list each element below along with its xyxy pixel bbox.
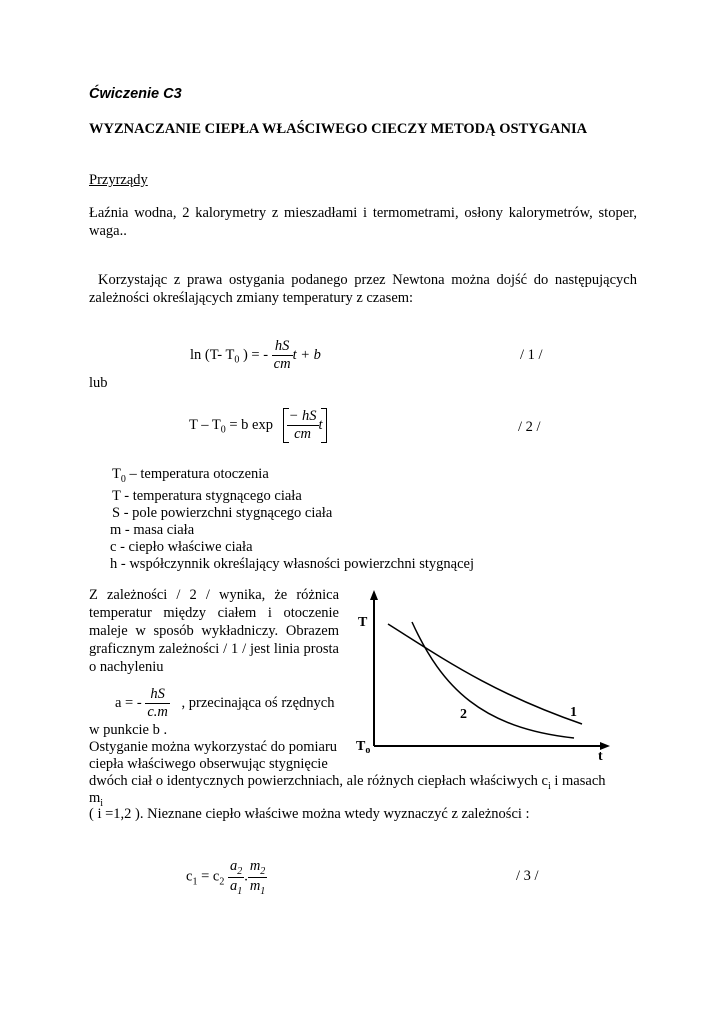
curve-2-label: 2 bbox=[460, 707, 467, 722]
eq3-den-m bbox=[248, 877, 267, 897]
eq2-bracket bbox=[283, 408, 327, 443]
eq1-lhs-end: ) = - bbox=[239, 346, 269, 363]
eq3-lhs-sub: 1 bbox=[192, 876, 198, 888]
eq3-num-m bbox=[248, 858, 267, 877]
legend-symbol: T bbox=[112, 466, 121, 482]
legend-item bbox=[110, 539, 474, 556]
eq3-mid: = c bbox=[197, 868, 220, 885]
eq3-fraction-m bbox=[248, 858, 267, 897]
legend-item bbox=[110, 522, 474, 539]
eq1-denominator: cm bbox=[273, 356, 291, 372]
eq2-lhs-end: = b exp bbox=[225, 416, 273, 433]
use-line-3-end: i masach bbox=[550, 773, 606, 789]
slope-tail: , przecinająca oś rzędnych bbox=[181, 694, 335, 711]
point-line: w punkcie b . bbox=[89, 722, 168, 738]
legend-item bbox=[110, 488, 474, 505]
curve-1 bbox=[388, 624, 582, 724]
description-paragraph: Z zależności / 2 / wynika, że różnica temperatur między ciałem i otoczenie maleje w sposób wykładniczy. Obrazem graficznym zależności / 1 / jest linia prosta o nachyleniu bbox=[89, 587, 339, 675]
eq3-num2-sub: 2 bbox=[260, 865, 266, 877]
eq3-num1: a bbox=[229, 858, 238, 874]
use-line-3 bbox=[89, 773, 606, 792]
use-line-1: Ostyganie można wykorzystać do pomiaru bbox=[89, 739, 338, 755]
eq2-fraction bbox=[287, 408, 319, 443]
equipment-paragraph: Łaźnia wodna, 2 kalorymetry z mieszadłami i termometrami, osłony kalorymetrów, stoper, waga.. bbox=[89, 205, 637, 239]
baseline-label-main: T bbox=[356, 739, 366, 754]
legend-symbol: S bbox=[112, 504, 121, 521]
legend-item bbox=[110, 505, 474, 522]
eq3-num1-sub: 2 bbox=[237, 865, 243, 877]
legend-item bbox=[110, 556, 474, 573]
eq1-lhs: ln (T- T bbox=[190, 346, 235, 363]
eq3-mid-sub: 2 bbox=[219, 876, 225, 888]
eq2-sub: 0 bbox=[220, 424, 226, 436]
baseline-label bbox=[356, 739, 370, 756]
legend-text: - ciepło właściwe ciała bbox=[116, 538, 253, 555]
use-line-4-text: m bbox=[89, 790, 101, 806]
legend-text: - masa ciała bbox=[121, 521, 195, 538]
page-heading: WYZNACZANIE CIEPŁA WŁAŚCIWEGO CIECZY METODĄ OSTYGANIA bbox=[89, 121, 588, 137]
equation-1-number: / 1 / bbox=[520, 347, 543, 363]
use-line-3-sub: i bbox=[547, 780, 551, 792]
eq1-fraction bbox=[272, 338, 293, 373]
y-axis-arrow bbox=[370, 590, 378, 600]
legend-item bbox=[110, 466, 474, 488]
eq3-num-a bbox=[228, 858, 244, 877]
eq2-tail: t bbox=[318, 416, 323, 433]
equation-3-number: / 3 / bbox=[516, 868, 539, 884]
eq3-den-a bbox=[228, 877, 244, 897]
equation-1 bbox=[190, 338, 321, 373]
or-word: lub bbox=[89, 375, 108, 391]
eq1-tail: t + b bbox=[292, 346, 321, 363]
intro-paragraph: Korzystając z prawa ostygania podanego przez Newtona można dojść do następujących zależności określających zmiany temperatury z czasem: bbox=[89, 272, 637, 306]
legend-symbol: h bbox=[110, 555, 118, 572]
section-title-equipment: Przyrządy bbox=[89, 172, 148, 188]
equation-2-number: / 2 / bbox=[518, 419, 541, 435]
y-axis-label: T bbox=[358, 615, 368, 630]
eq3-num2: m bbox=[249, 858, 261, 874]
eq1-sub: 0 bbox=[234, 354, 240, 366]
eq2-lhs: T – T bbox=[189, 416, 221, 433]
slope-denominator: c.m bbox=[147, 704, 168, 720]
eq3-fraction-a bbox=[228, 858, 244, 897]
use-line-2: ciepła właściwego obserwując stygnięcie bbox=[89, 756, 328, 772]
use-line-4-sub: i bbox=[100, 797, 104, 809]
eq3-den1: a bbox=[229, 877, 238, 894]
eq2-denominator: cm bbox=[287, 425, 319, 443]
eq3-den2-sub: 1 bbox=[260, 885, 266, 897]
exercise-title: Ćwiczenie C3 bbox=[89, 86, 182, 102]
symbol-legend bbox=[110, 466, 474, 573]
legend-symbol: c bbox=[110, 538, 117, 555]
slope-lhs: a = - bbox=[115, 694, 142, 711]
slope-fraction bbox=[145, 686, 170, 721]
eq3-lhs: c bbox=[186, 868, 193, 885]
x-axis-label: t bbox=[598, 749, 603, 764]
equation-3: $c_1 = c_2$ $\frac{a_2}{a_1}$ . $\frac{m_2}{m_1}$ bbox=[186, 858, 266, 897]
legend-text: – temperatura otoczenia bbox=[125, 466, 269, 482]
eq1-numerator: hS bbox=[274, 338, 290, 354]
legend-text: - współczynnik określający własności powierzchni stygnącej bbox=[117, 555, 475, 572]
use-line-3-text: dwóch ciał o identycznych powierzchniach, ale różnych ciepłach właściwych c bbox=[89, 773, 548, 789]
eq3-den2: m bbox=[249, 877, 261, 894]
eq2-numerator: − hS bbox=[288, 408, 317, 424]
curve-2 bbox=[412, 622, 574, 738]
legend-text: - temperatura stygnącego ciała bbox=[120, 487, 302, 504]
baseline-label-sub: o bbox=[365, 745, 371, 756]
legend-text: - pole powierzchni stygnącego ciała bbox=[120, 504, 333, 521]
cooling-curves-figure bbox=[352, 588, 622, 768]
legend-sub: 0 bbox=[120, 473, 126, 485]
legend-symbol: T bbox=[112, 487, 121, 504]
slope-formula bbox=[115, 686, 334, 721]
use-line-5: ( i =1,2 ). Nieznane ciepło właściwe można wtedy wyznaczyć z zależności : bbox=[89, 806, 530, 822]
slope-numerator: hS bbox=[150, 686, 165, 702]
legend-symbol: m bbox=[110, 521, 122, 538]
equation-2 bbox=[189, 408, 327, 443]
eq3-den1-sub: 1 bbox=[237, 885, 243, 897]
curve-1-label: 1 bbox=[570, 705, 577, 720]
